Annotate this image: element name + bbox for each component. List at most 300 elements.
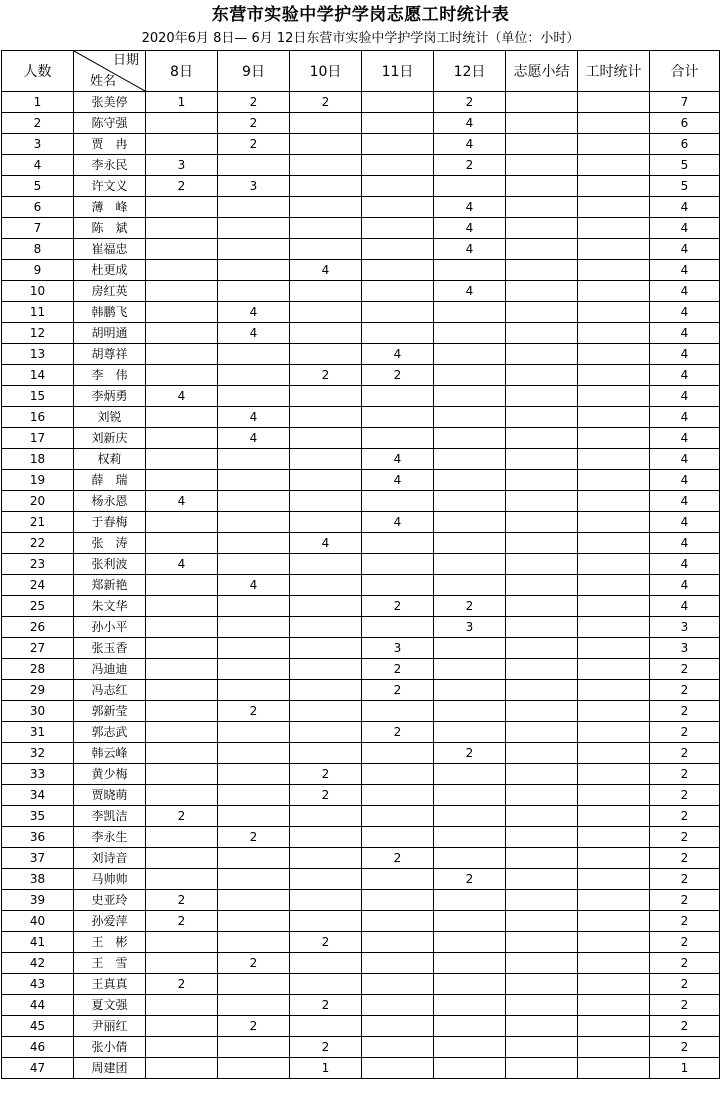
hours-cell [578,239,650,260]
total-cell: 4 [650,470,720,491]
summary-cell [506,659,578,680]
row-number-cell: 23 [2,554,74,575]
name-cell: 刘诗音 [74,848,146,869]
summary-cell [506,470,578,491]
name-cell: 朱文华 [74,596,146,617]
name-cell: 李 伟 [74,365,146,386]
total-cell: 2 [650,932,720,953]
summary-cell [506,1037,578,1058]
day-9-cell [218,617,290,638]
total-cell: 2 [650,743,720,764]
day-10-cell [290,554,362,575]
hours-cell [578,302,650,323]
row-number-cell: 14 [2,365,74,386]
row-number-cell: 15 [2,386,74,407]
day-11-cell [362,386,434,407]
day-8-cell [146,617,218,638]
header-hours: 工时统计 [578,51,650,92]
day-12-cell [434,1016,506,1037]
day-12-cell: 3 [434,617,506,638]
hours-cell [578,743,650,764]
day-9-cell [218,470,290,491]
row-number-cell: 19 [2,470,74,491]
day-10-cell [290,596,362,617]
name-cell: 王 彬 [74,932,146,953]
name-cell: 房红英 [74,281,146,302]
name-cell: 杜更成 [74,260,146,281]
day-9-cell [218,869,290,890]
row-number-cell: 21 [2,512,74,533]
header-day-8: 8日 [146,51,218,92]
day-9-cell [218,995,290,1016]
day-10-cell: 2 [290,764,362,785]
day-8-cell [146,1037,218,1058]
hours-cell [578,197,650,218]
header-row [2,51,720,92]
total-cell: 1 [650,1058,720,1079]
name-cell: 薛 瑞 [74,470,146,491]
summary-cell [506,218,578,239]
day-12-cell [434,575,506,596]
day-11-cell [362,554,434,575]
summary-cell [506,239,578,260]
header-day-9: 9日 [218,51,290,92]
day-11-cell [362,911,434,932]
name-cell: 冯志红 [74,680,146,701]
table-row [2,1058,720,1079]
day-10-cell [290,638,362,659]
day-10-cell: 4 [290,533,362,554]
row-number-cell: 40 [2,911,74,932]
day-8-cell [146,1016,218,1037]
total-cell: 5 [650,155,720,176]
day-9-cell: 2 [218,701,290,722]
day-8-cell: 4 [146,554,218,575]
day-8-cell [146,869,218,890]
name-cell: 王 雪 [74,953,146,974]
name-cell: 李永生 [74,827,146,848]
day-9-cell [218,1037,290,1058]
hours-cell [578,890,650,911]
day-9-cell [218,260,290,281]
summary-cell [506,407,578,428]
total-cell: 2 [650,974,720,995]
day-12-cell [434,407,506,428]
day-10-cell [290,449,362,470]
day-10-cell: 4 [290,260,362,281]
day-11-cell [362,785,434,806]
day-11-cell [362,869,434,890]
total-cell: 4 [650,449,720,470]
header-date-name [74,51,146,92]
hours-cell [578,953,650,974]
name-cell: 薄 峰 [74,197,146,218]
total-cell: 4 [650,407,720,428]
day-11-cell [362,1016,434,1037]
day-10-cell: 2 [290,1037,362,1058]
row-number-cell: 3 [2,134,74,155]
name-cell: 夏文强 [74,995,146,1016]
name-cell: 张小倩 [74,1037,146,1058]
day-9-cell: 2 [218,953,290,974]
total-cell: 2 [650,659,720,680]
row-number-cell: 8 [2,239,74,260]
day-10-cell [290,512,362,533]
day-12-cell [434,1037,506,1058]
day-8-cell [146,449,218,470]
day-11-cell [362,974,434,995]
header-day-11: 11日 [362,51,434,92]
hours-cell [578,1016,650,1037]
sheet-title: 东营市实验中学护学岗志愿工时统计表 [211,5,510,25]
table-row [2,239,720,260]
name-cell: 崔福忠 [74,239,146,260]
summary-cell [506,932,578,953]
day-11-cell [362,617,434,638]
summary-cell [506,512,578,533]
day-12-cell [434,848,506,869]
name-cell: 于春梅 [74,512,146,533]
day-11-cell [362,428,434,449]
day-12-cell: 4 [434,197,506,218]
day-11-cell [362,491,434,512]
hours-cell [578,533,650,554]
row-number-cell: 41 [2,932,74,953]
day-8-cell [146,281,218,302]
day-11-cell [362,218,434,239]
hours-cell [578,848,650,869]
row-number-cell: 17 [2,428,74,449]
hours-cell [578,974,650,995]
day-10-cell [290,911,362,932]
day-12-cell: 2 [434,596,506,617]
total-cell: 2 [650,764,720,785]
table-row [2,92,720,113]
total-cell: 5 [650,176,720,197]
day-11-cell [362,806,434,827]
day-10-cell [290,197,362,218]
table-row [2,596,720,617]
table-row [2,155,720,176]
row-number-cell: 26 [2,617,74,638]
day-8-cell [146,764,218,785]
day-12-cell: 4 [434,239,506,260]
table-row [2,407,720,428]
name-cell: 杨永恩 [74,491,146,512]
hours-cell [578,260,650,281]
day-11-cell [362,407,434,428]
row-number-cell: 5 [2,176,74,197]
day-9-cell [218,911,290,932]
row-number-cell: 22 [2,533,74,554]
day-9-cell [218,533,290,554]
table-row [2,974,720,995]
table-row [2,365,720,386]
name-cell: 马帅帅 [74,869,146,890]
hours-cell [578,134,650,155]
day-12-cell [434,323,506,344]
day-10-cell [290,239,362,260]
day-11-cell [362,1037,434,1058]
day-10-cell [290,722,362,743]
name-cell: 许文义 [74,176,146,197]
day-10-cell [290,806,362,827]
total-cell: 2 [650,827,720,848]
day-9-cell [218,743,290,764]
name-cell: 尹丽红 [74,1016,146,1037]
day-10-cell: 2 [290,932,362,953]
name-cell: 冯迪迪 [74,659,146,680]
hours-cell [578,281,650,302]
day-10-cell [290,1016,362,1037]
day-11-cell: 4 [362,344,434,365]
summary-cell [506,365,578,386]
hours-cell [578,491,650,512]
day-10-cell [290,974,362,995]
day-10-cell: 2 [290,92,362,113]
total-cell: 4 [650,365,720,386]
day-10-cell [290,386,362,407]
day-11-cell [362,134,434,155]
day-8-cell [146,134,218,155]
day-9-cell [218,596,290,617]
name-cell: 黄少梅 [74,764,146,785]
table-row [2,764,720,785]
day-12-cell [434,785,506,806]
name-cell: 李凯洁 [74,806,146,827]
day-9-cell: 2 [218,1016,290,1037]
name-cell: 贾 冉 [74,134,146,155]
table-row [2,638,720,659]
summary-cell [506,617,578,638]
header-total: 合计 [650,51,720,92]
table-row [2,911,720,932]
row-number-cell: 6 [2,197,74,218]
day-11-cell: 4 [362,512,434,533]
table-row [2,890,720,911]
row-number-cell: 36 [2,827,74,848]
day-12-cell [434,701,506,722]
day-12-cell: 2 [434,155,506,176]
summary-cell [506,869,578,890]
hours-cell [578,218,650,239]
day-9-cell: 4 [218,575,290,596]
row-number-cell: 31 [2,722,74,743]
day-8-cell: 4 [146,386,218,407]
day-12-cell [434,428,506,449]
summary-cell [506,176,578,197]
header-name-label: 姓名 [90,74,117,89]
total-cell: 7 [650,92,720,113]
total-cell: 2 [650,806,720,827]
day-10-cell: 1 [290,1058,362,1079]
hours-cell [578,806,650,827]
day-11-cell: 3 [362,638,434,659]
total-cell: 4 [650,197,720,218]
name-cell: 陈守强 [74,113,146,134]
hours-cell [578,722,650,743]
summary-cell [506,1016,578,1037]
day-8-cell [146,596,218,617]
row-number-cell: 47 [2,1058,74,1079]
day-8-cell [146,743,218,764]
day-10-cell [290,323,362,344]
total-cell: 2 [650,890,720,911]
name-cell: 史亚玲 [74,890,146,911]
day-12-cell [434,764,506,785]
day-8-cell [146,1058,218,1079]
day-12-cell [434,386,506,407]
day-8-cell [146,323,218,344]
summary-cell [506,995,578,1016]
summary-cell [506,554,578,575]
day-8-cell [146,239,218,260]
row-number-cell: 46 [2,1037,74,1058]
day-8-cell: 2 [146,911,218,932]
name-cell: 孙爱萍 [74,911,146,932]
day-11-cell [362,743,434,764]
summary-cell [506,491,578,512]
summary-cell [506,260,578,281]
summary-cell [506,953,578,974]
day-9-cell [218,974,290,995]
table-row [2,1037,720,1058]
day-12-cell [434,302,506,323]
name-cell: 胡明通 [74,323,146,344]
day-11-cell [362,323,434,344]
total-cell: 2 [650,680,720,701]
day-8-cell [146,533,218,554]
hours-cell [578,470,650,491]
day-8-cell [146,995,218,1016]
day-12-cell [434,659,506,680]
name-cell: 权莉 [74,449,146,470]
day-12-cell: 4 [434,113,506,134]
day-8-cell [146,638,218,659]
day-8-cell: 2 [146,806,218,827]
name-cell: 张利波 [74,554,146,575]
header-day-10: 10日 [290,51,362,92]
hours-cell [578,428,650,449]
day-10-cell [290,281,362,302]
summary-cell [506,92,578,113]
summary-cell [506,428,578,449]
total-cell: 4 [650,554,720,575]
name-cell: 刘新庆 [74,428,146,449]
day-8-cell [146,827,218,848]
hours-cell [578,575,650,596]
total-cell: 2 [650,1016,720,1037]
hours-cell [578,323,650,344]
day-8-cell [146,344,218,365]
row-number-cell: 4 [2,155,74,176]
day-8-cell [146,785,218,806]
summary-cell [506,113,578,134]
day-11-cell [362,302,434,323]
hours-cell [578,176,650,197]
summary-cell [506,155,578,176]
day-12-cell: 4 [434,281,506,302]
summary-cell [506,974,578,995]
day-11-cell [362,764,434,785]
total-cell: 4 [650,491,720,512]
name-cell: 韩鹏飞 [74,302,146,323]
name-cell: 孙小平 [74,617,146,638]
day-9-cell [218,386,290,407]
day-9-cell [218,722,290,743]
hours-cell [578,827,650,848]
day-9-cell: 2 [218,827,290,848]
hours-cell [578,785,650,806]
day-11-cell [362,1058,434,1079]
day-9-cell: 2 [218,113,290,134]
summary-cell [506,1058,578,1079]
row-number-cell: 35 [2,806,74,827]
name-cell: 张玉香 [74,638,146,659]
day-12-cell [434,365,506,386]
day-11-cell: 2 [362,365,434,386]
row-number-cell: 25 [2,596,74,617]
day-11-cell [362,701,434,722]
header-index: 人数 [2,51,74,92]
row-number-cell: 12 [2,323,74,344]
day-12-cell [434,974,506,995]
row-number-cell: 7 [2,218,74,239]
day-9-cell [218,785,290,806]
table-row [2,344,720,365]
hours-cell [578,92,650,113]
day-10-cell: 2 [290,785,362,806]
day-9-cell [218,344,290,365]
day-11-cell [362,281,434,302]
hours-table [1,50,720,1079]
day-11-cell [362,575,434,596]
row-number-cell: 18 [2,449,74,470]
header-day-12: 12日 [434,51,506,92]
day-8-cell [146,722,218,743]
summary-cell [506,722,578,743]
day-10-cell [290,701,362,722]
day-9-cell [218,449,290,470]
day-11-cell [362,176,434,197]
day-10-cell [290,848,362,869]
day-12-cell [434,827,506,848]
hours-cell [578,659,650,680]
hours-cell [578,638,650,659]
table-row [2,512,720,533]
day-9-cell [218,764,290,785]
hours-cell [578,512,650,533]
day-10-cell [290,155,362,176]
day-11-cell: 2 [362,680,434,701]
name-cell: 韩云峰 [74,743,146,764]
total-cell: 6 [650,113,720,134]
summary-cell [506,533,578,554]
day-8-cell [146,407,218,428]
day-8-cell: 1 [146,92,218,113]
day-12-cell [434,176,506,197]
total-cell: 4 [650,428,720,449]
table-row [2,323,720,344]
summary-cell [506,302,578,323]
summary-cell [506,806,578,827]
day-10-cell [290,659,362,680]
row-number-cell: 24 [2,575,74,596]
hours-cell [578,1058,650,1079]
summary-cell [506,197,578,218]
day-11-cell: 2 [362,722,434,743]
hours-cell [578,155,650,176]
